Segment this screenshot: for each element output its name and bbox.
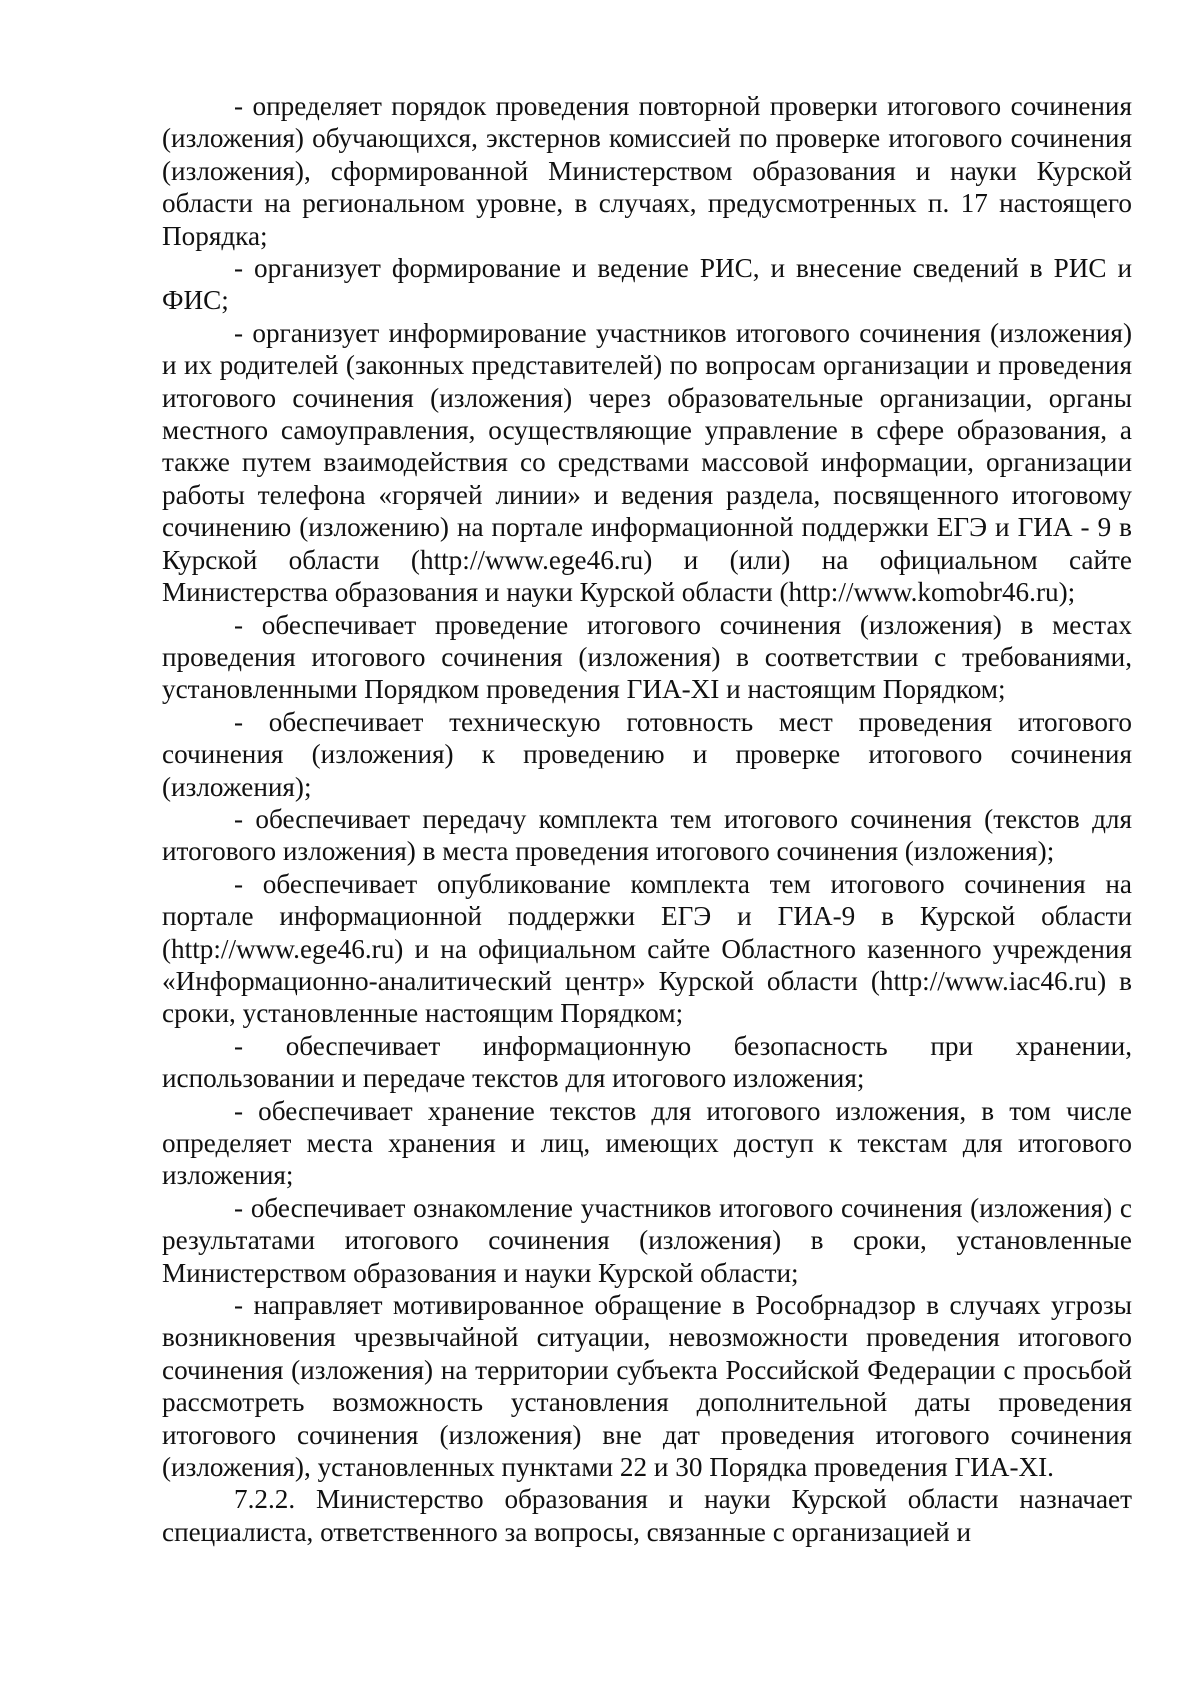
- paragraph-7-2-2: 7.2.2. Министерство образования и науки Курской области назначает специалиста, ответственного за вопросы, связанные с организацией и: [162, 1484, 1132, 1547]
- paragraph-topics-transfer: - обеспечивает передачу комплекта тем итогового сочинения (текстов для итогового изложения) в места проведения итогового сочинения (изложения);: [162, 803, 1132, 867]
- paragraph-informing-participants: - организует информирование участников итогового сочинения (изложения) и их родителей (законных представителей) по вопросам организации и проведения итогового сочинения (изложения) через образовательные организации, органы местного самоуправления, осуществляющие управление в сфере образования, а также путем взаимодействия со средствами массовой информации, организации работы телефона «горячей линии» и ведения раздела, посвященного итоговому сочинению (изложению) на портале информационной поддержки ЕГЭ и ГИА - 9 в Курской области (http://www.ege46.ru) и (или) на официальном сайте Министерства образования и науки Курской области (http://www.komobr46.ru);: [162, 317, 1132, 608]
- paragraph-results-familiarization: - обеспечивает ознакомление участников итогового сочинения (изложения) с результатами итогового сочинения (изложения) в сроки, установленные Министерством образования и науки Курской области;: [162, 1192, 1132, 1288]
- document-page: [162, 90, 1132, 1548]
- paragraph-technical-readiness: - обеспечивает техническую готовность мест проведения итогового сочинения (изложения) к проведению и проверке итогового сочинения (изложения);: [162, 706, 1132, 802]
- paragraph-texts-storage: - обеспечивает хранение текстов для итогового изложения, в том числе определяет места хранения и лиц, имеющих доступ к текстам для итогового изложения;: [162, 1095, 1132, 1191]
- paragraph-repeat-check: - определяет порядок проведения повторной проверки итогового сочинения (изложения) обучающихся, экстернов комиссией по проверке итогового сочинения (изложения), сформированной Министерством образования и науки Курской области на региональном уровне, в случаях, предусмотренных п. 17 настоящего Порядка;: [162, 91, 1132, 251]
- paragraph-rosobrnadzor-appeal: - направляет мотивированное обращение в Рособрнадзор в случаях угрозы возникновения чрезвычайной ситуации, невозможности проведения итогового сочинения (изложения) на территории субъекта Российской Федерации с просьбой рассмотреть возможность установления дополнительной даты проведения итогового сочинения (изложения) вне дат проведения итогового сочинения (изложения), установленных пунктами 22 и 30 Порядка проведения ГИА-XI.: [162, 1290, 1132, 1483]
- paragraph-information-security: - обеспечивает информационную безопасность при хранении, использовании и передаче текстов для итогового изложения;: [162, 1030, 1132, 1094]
- paragraph-ris-fis: - организует формирование и ведение РИС, и внесение сведений в РИС и ФИС;: [162, 253, 1132, 316]
- paragraph-topics-publication: - обеспечивает опубликование комплекта тем итогового сочинения на портале информационной поддержки ЕГЭ и ГИА-9 в Курской области (http://www.ege46.ru) и на официальном сайте Областного казенного учреждения «Информационно-аналитический центр» Курской области (http://www.iac46.ru) в сроки, установленные настоящим Порядком;: [162, 868, 1132, 1029]
- paragraph-conducting: - обеспечивает проведение итогового сочинения (изложения) в местах проведения итогового сочинения (изложения) в соответствии с требованиями, установленными Порядком проведения ГИА-XI и настоящим Порядком;: [162, 609, 1132, 705]
